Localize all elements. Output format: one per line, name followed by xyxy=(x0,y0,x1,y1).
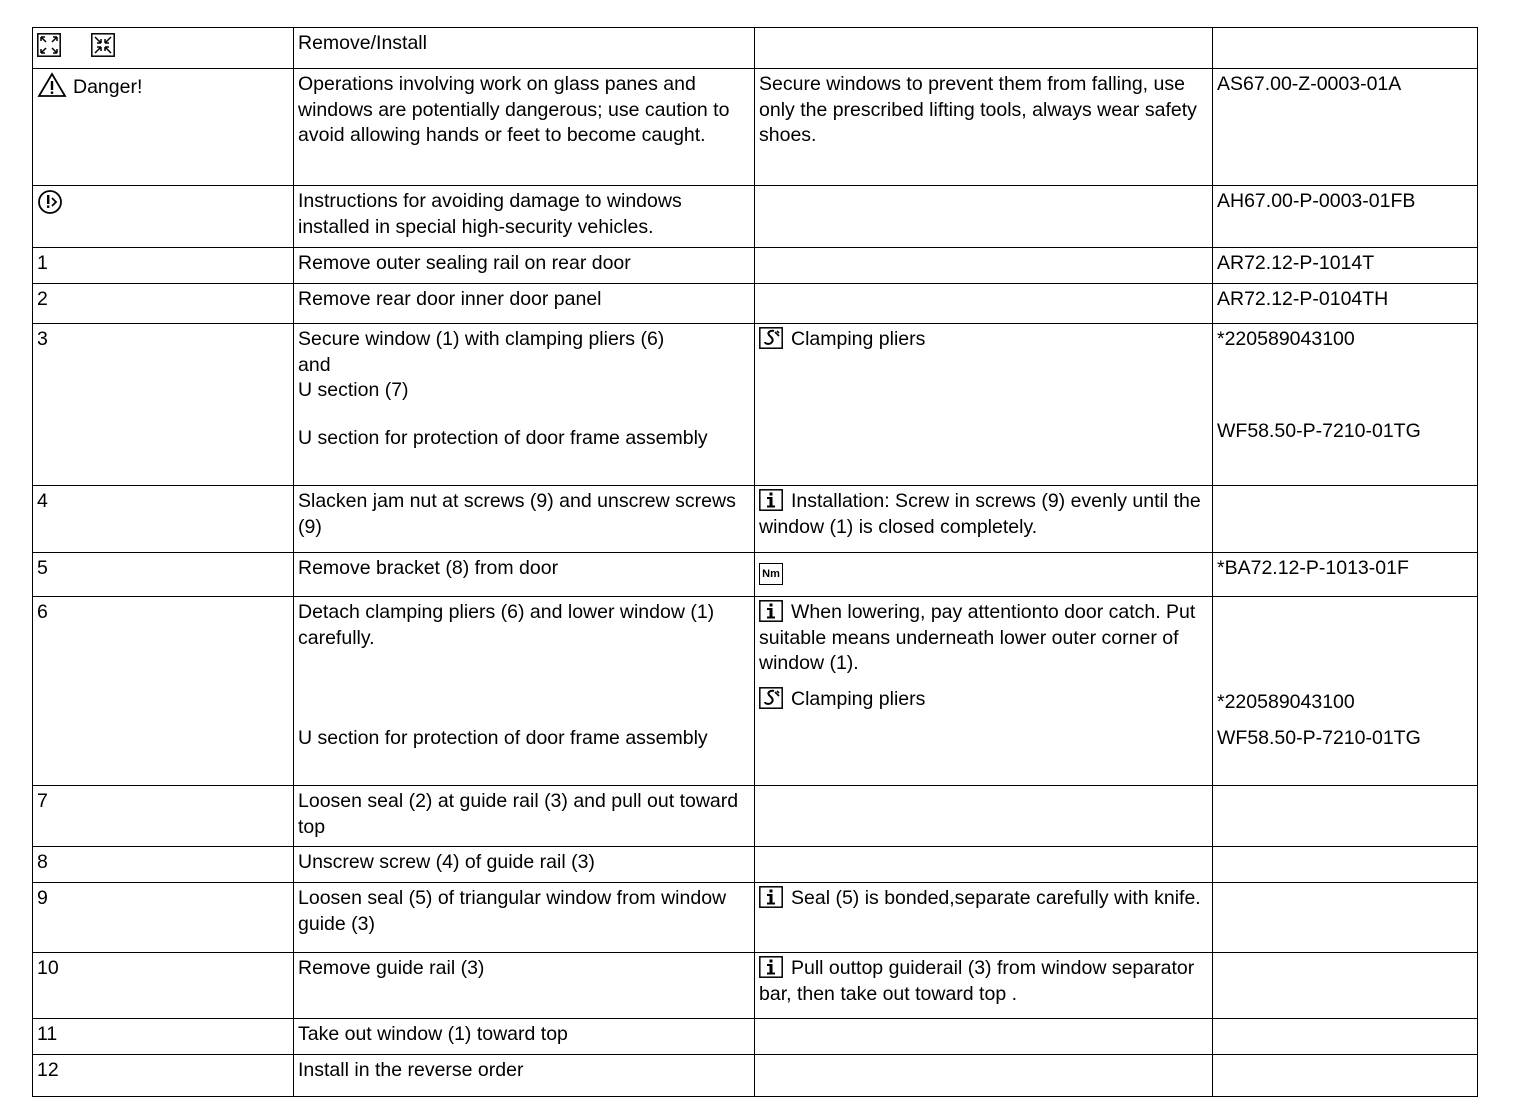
step-row xyxy=(33,486,1478,553)
step-text: Detach clamping pliers (6) and lower window (1) carefully. xyxy=(298,601,715,649)
step-reference-link[interactable]: WF58.50-P-7210-01TG xyxy=(1217,726,1421,749)
procedure-table xyxy=(32,27,1478,1097)
step-row xyxy=(33,847,1478,883)
danger-row xyxy=(33,69,1478,186)
step-text: Remove outer sealing rail on rear door xyxy=(294,248,755,284)
step-note: Pull outtop guiderail (3) from window separator bar, then take out toward top . xyxy=(759,957,1195,1005)
torque-icon: Nm xyxy=(759,563,783,585)
step-subtext: U section for protection of door frame assembly xyxy=(298,727,708,749)
collapse-all-icon[interactable] xyxy=(91,33,115,57)
step-number: 8 xyxy=(33,847,294,883)
step-row xyxy=(33,553,1478,597)
notice-icon xyxy=(37,189,65,215)
special-tool-icon xyxy=(759,327,783,349)
step-row xyxy=(33,786,1478,847)
step-note: When lowering, pay attentionto door catch. Put suitable means underneath lower outer corner of window (1). xyxy=(759,601,1196,674)
step-text: Unscrew screw (4) of guide rail (3) xyxy=(294,847,755,883)
step-reference-link[interactable]: AR72.12-P-0104TH xyxy=(1213,284,1478,324)
step-row xyxy=(33,1019,1478,1055)
step-reference-link[interactable]: *BA72.12-P-1013-01F xyxy=(1213,553,1478,597)
special-tool-icon xyxy=(759,687,783,709)
step-number: 7 xyxy=(33,786,294,847)
step-row xyxy=(33,284,1478,324)
step-number: 3 xyxy=(33,324,294,486)
step-text: and xyxy=(298,353,331,376)
header-row xyxy=(33,28,1478,69)
expand-controls xyxy=(33,28,294,69)
step-reference-link[interactable]: AR72.12-P-1014T xyxy=(1213,248,1478,284)
step-text: Remove rear door inner door panel xyxy=(294,284,755,324)
warning-triangle-icon xyxy=(37,72,67,98)
info-icon xyxy=(759,600,783,622)
page-title: Remove/Install xyxy=(294,28,755,69)
tool-label: Clamping pliers xyxy=(791,328,926,350)
danger-reference-link[interactable]: AS67.00-Z-0003-01A xyxy=(1213,69,1478,186)
step-number: 10 xyxy=(33,953,294,1019)
step-subtext: U section for protection of door frame assembly xyxy=(298,426,708,449)
step-row xyxy=(33,883,1478,953)
step-text: Slacken jam nut at screws (9) and unscrew screws (9) xyxy=(294,486,755,553)
step-text: Loosen seal (2) at guide rail (3) and pull out toward top xyxy=(294,786,755,847)
step-number: 4 xyxy=(33,486,294,553)
step-row xyxy=(33,953,1478,1019)
step-text: U section (7) xyxy=(298,379,409,401)
step-number: 6 xyxy=(33,597,294,786)
info-icon xyxy=(759,886,783,908)
danger-label: Danger! xyxy=(73,76,143,98)
step-number: 5 xyxy=(33,553,294,597)
step-number: 11 xyxy=(33,1019,294,1055)
notice-text: Instructions for avoiding damage to windows installed in special high-security vehicles. xyxy=(294,186,755,248)
step-row xyxy=(33,597,1478,786)
step-text: Secure window (1) with clamping pliers (6) xyxy=(298,328,665,350)
step-row xyxy=(33,324,1478,486)
step-number: 12 xyxy=(33,1055,294,1097)
step-number: 9 xyxy=(33,883,294,953)
step-text: Remove bracket (8) from door xyxy=(294,553,755,597)
step-row xyxy=(33,248,1478,284)
step-note: Seal (5) is bonded,separate carefully with knife. xyxy=(791,887,1201,909)
tool-label: Clamping pliers xyxy=(791,687,926,710)
step-text: Take out window (1) toward top xyxy=(294,1019,755,1055)
step-reference-link[interactable]: WF58.50-P-7210-01TG xyxy=(1217,419,1421,442)
step-row xyxy=(33,1055,1478,1097)
expand-all-icon[interactable] xyxy=(37,33,61,57)
danger-text: Operations involving work on glass panes and windows are potentially dangerous; use caution to avoid allowing hands or feet to become caught. xyxy=(294,69,755,186)
tool-part-number-link[interactable]: *220589043100 xyxy=(1217,691,1355,713)
tool-part-number-link[interactable]: *220589043100 xyxy=(1217,328,1355,350)
step-number: 1 xyxy=(33,248,294,284)
step-text: Loosen seal (5) of triangular window from window guide (3) xyxy=(294,883,755,953)
danger-measures: Secure windows to prevent them from falling, use only the prescribed lifting tools, always wear safety shoes. xyxy=(755,69,1213,186)
step-note: Installation: Screw in screws (9) evenly until the window (1) is closed completely. xyxy=(759,490,1201,538)
notice-reference-link[interactable]: AH67.00-P-0003-01FB xyxy=(1213,186,1478,248)
step-text: Remove guide rail (3) xyxy=(294,953,755,1019)
step-number: 2 xyxy=(33,284,294,324)
step-text: Install in the reverse order xyxy=(294,1055,755,1097)
info-icon xyxy=(759,489,783,511)
notice-row xyxy=(33,186,1478,248)
info-icon xyxy=(759,956,783,978)
